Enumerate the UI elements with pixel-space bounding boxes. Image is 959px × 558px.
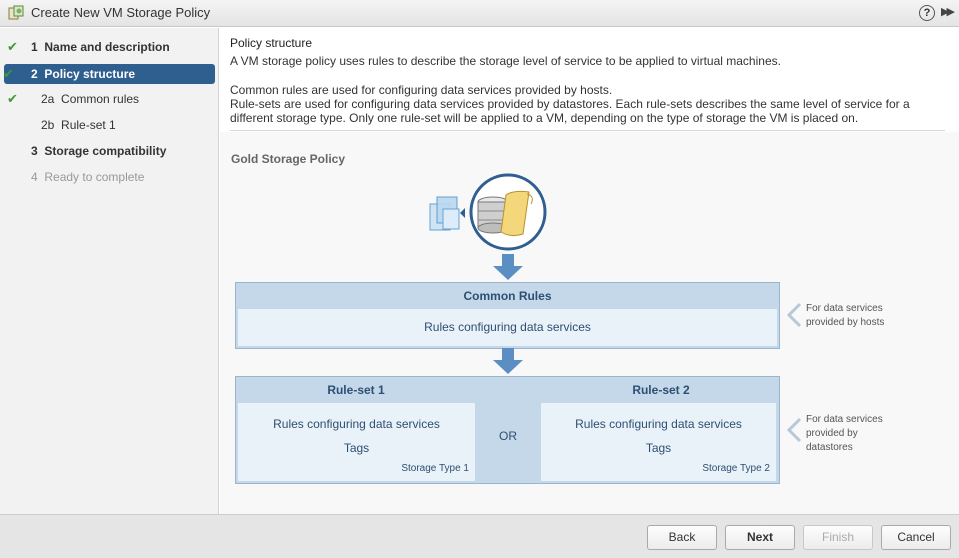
common-rules-description: Common rules are used for configuring data services provided by hosts.	[230, 83, 613, 97]
step-policy-structure[interactable]	[4, 64, 215, 84]
step-number: 3	[31, 144, 38, 158]
step-number: 4	[31, 170, 38, 184]
rulesets-description-line1: Rule-sets are used for configuring data services provided by datastores. Each rule-sets describes the same level of service for a	[230, 97, 910, 111]
step-number: 1	[31, 40, 38, 54]
app-icon	[8, 5, 24, 21]
step-storage-compatibility[interactable]	[4, 141, 215, 161]
cancel-button[interactable]: Cancel	[881, 525, 951, 550]
step-label: Name and description	[44, 40, 170, 54]
datastores-note-line3: datastores	[806, 442, 853, 453]
title-bar	[0, 0, 959, 27]
or-label: OR	[499, 429, 517, 443]
common-rules-body: Rules configuring data services	[238, 309, 777, 346]
intro-text: A VM storage policy uses rules to describe the storage level of service to be applied to virtual machines.	[230, 54, 781, 68]
vm-icon	[430, 197, 459, 230]
finish-button: Finish	[803, 525, 873, 550]
divider	[230, 130, 945, 131]
ruleset1-rules: Rules configuring data services	[273, 417, 440, 431]
common-rules-box	[235, 282, 780, 349]
step-name-and-description[interactable]	[4, 37, 215, 57]
hosts-note-line1: For data services	[806, 303, 883, 314]
check-icon: ✔	[7, 91, 18, 106]
ruleset2-storage-type: Storage Type 2	[702, 463, 770, 474]
chevron-left-icon	[785, 417, 803, 443]
step-label: Rule-set 1	[61, 118, 116, 132]
section-title: Policy structure	[230, 36, 313, 50]
ruleset1-header: Rule-set 1	[327, 383, 385, 397]
ruleset1-tags: Tags	[343, 441, 370, 455]
datastores-note-line2: provided by	[806, 428, 858, 439]
wizard-steps	[0, 28, 219, 514]
ruleset2-header: Rule-set 2	[632, 383, 690, 397]
ruleset1-storage-type: Storage Type 1	[401, 463, 469, 474]
help-icon[interactable]: ?	[919, 5, 935, 21]
step-label: Policy structure	[44, 67, 136, 81]
step-label: Ready to complete	[44, 170, 145, 184]
ruleset2-panel	[541, 403, 776, 481]
check-icon: ✔	[3, 66, 14, 81]
step-number: 2b	[41, 118, 55, 132]
rulesets-description-line2: different storage type. Only one rule-set will be applied to a VM, depending on the type of storage the VM is placed on.	[230, 111, 859, 125]
storage-policy-icon	[423, 172, 553, 252]
ruleset2-rules: Rules configuring data services	[575, 417, 742, 431]
next-button[interactable]: Next	[725, 525, 795, 550]
window-title: Create New VM Storage Policy	[31, 5, 211, 20]
back-button[interactable]: Back	[647, 525, 717, 550]
step-number: 2a	[41, 92, 55, 106]
arrow-down-icon	[493, 254, 523, 280]
datastores-note-line1: For data services	[806, 414, 883, 425]
chevron-left-icon	[785, 302, 803, 328]
policy-name: Gold Storage Policy	[231, 152, 346, 166]
common-rules-header: Common Rules	[463, 289, 552, 303]
step-ready-to-complete	[4, 167, 215, 187]
hosts-note-line2: provided by hosts	[806, 317, 885, 328]
step-common-rules[interactable]	[4, 89, 215, 109]
footer	[0, 514, 959, 558]
step-label: Storage compatibility	[44, 144, 167, 158]
check-icon: ✔	[7, 39, 18, 54]
expand-icon[interactable]: ▶▶	[941, 6, 952, 18]
main-content	[220, 28, 959, 514]
step-rule-set-1[interactable]	[4, 115, 215, 135]
arrow-down-icon	[493, 348, 523, 374]
step-label: Common rules	[61, 92, 140, 106]
ruleset1-panel	[238, 403, 475, 481]
step-number: 2	[31, 67, 38, 81]
ruleset2-tags: Tags	[645, 441, 672, 455]
rulesets-box	[235, 376, 780, 484]
